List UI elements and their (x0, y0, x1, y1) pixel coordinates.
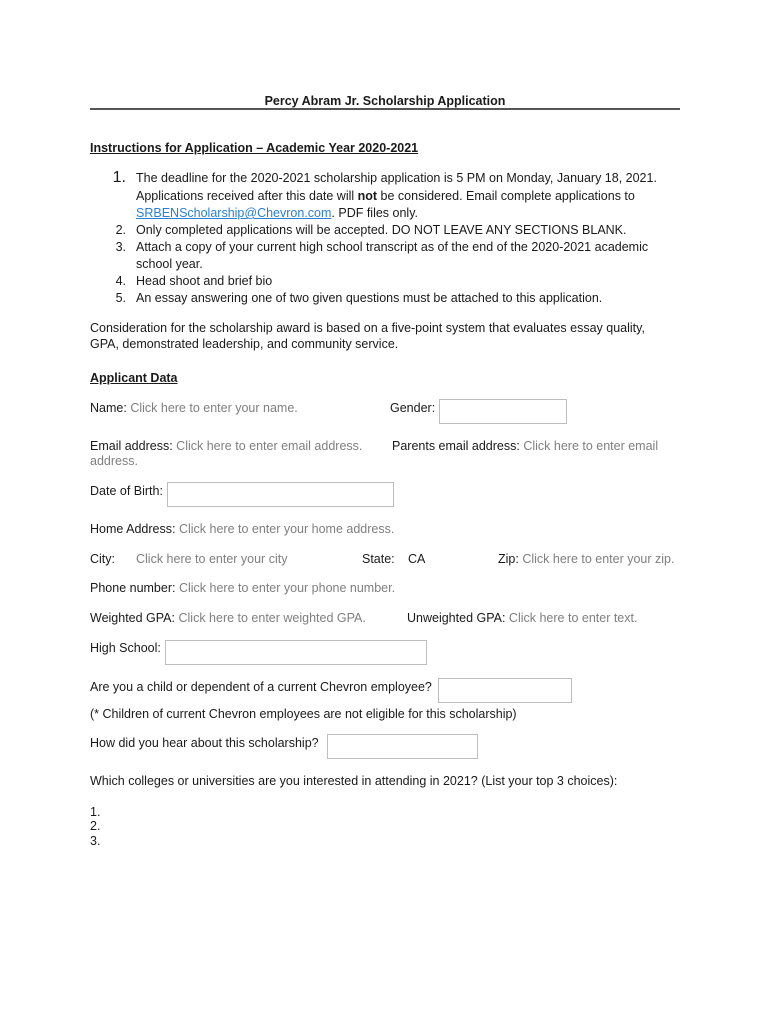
list-number: 1. (112, 169, 126, 186)
instruction-1-text-b: be considered. Email complete applications to (377, 189, 635, 203)
scholarship-email-link[interactable]: SRBENScholarship@Chevron.com (136, 206, 332, 220)
college-choice-3[interactable]: 3. (90, 834, 101, 848)
chevron-question: Are you a child or dependent of a current Chevron employee? (90, 680, 432, 694)
list-number: 5. (115, 291, 126, 305)
name-row (90, 401, 298, 415)
chevron-note: (* Children of current Chevron employees are not eligible for this scholarship) (90, 707, 517, 721)
zip-label: Zip: (498, 552, 519, 566)
city-input[interactable]: Click here to enter your city (136, 552, 288, 566)
chevron-answer-input[interactable] (438, 678, 572, 703)
email-input[interactable]: Click here to enter email address. (176, 439, 363, 453)
instruction-3-line1: Attach a copy of your current high school transcript as of the end of the 2020-2021 academic (136, 240, 649, 254)
instruction-1-line2 (136, 189, 635, 203)
unweighted-gpa-label: Unweighted GPA: (407, 611, 506, 625)
page-title: Percy Abram Jr. Scholarship Application (264, 94, 506, 108)
home-address-input[interactable]: Click here to enter your home address. (178, 522, 395, 536)
parents-email-input-cont[interactable]: address. (90, 454, 138, 468)
hear-question: How did you hear about this scholarship? (90, 736, 319, 750)
instruction-5: An essay answering one of two given questions must be attached to this application. (136, 291, 603, 305)
name-input[interactable]: Click here to enter your name. (130, 401, 298, 415)
college-choice-2[interactable]: 2. (90, 819, 101, 833)
instruction-1-emphasis: not (357, 189, 378, 203)
instruction-1-line1: The deadline for the 2020-2021 scholarship application is 5 PM on Monday, January 18, 2021. (136, 171, 657, 185)
home-address-label: Home Address: (90, 522, 176, 536)
parents-email-input[interactable]: Click here to enter email (523, 439, 659, 453)
college-choice-1[interactable]: 1. (90, 805, 101, 819)
phone-row (90, 581, 395, 595)
unweighted-gpa-row (407, 611, 637, 625)
consideration-line1: Consideration for the scholarship award is based on a five-point system that evaluates essay quality, (90, 321, 645, 335)
email-row (90, 439, 362, 453)
instruction-2: Only completed applications will be accepted. DO NOT LEAVE ANY SECTIONS BLANK. (136, 223, 627, 237)
list-number: 3. (115, 240, 126, 254)
name-label: Name: (90, 401, 127, 415)
gender-label: Gender: (390, 401, 436, 415)
state-label: State: (362, 552, 395, 566)
high-school-label: High School: (90, 641, 161, 655)
applicant-data-heading: Applicant Data (90, 371, 178, 385)
city-label: City: (90, 552, 115, 566)
colleges-question: Which colleges or universities are you interested in attending in 2021? (List your top 3 choices): (90, 774, 618, 788)
parents-email-label: Parents email address: (392, 439, 520, 453)
dob-label: Date of Birth: (90, 484, 163, 498)
phone-input[interactable]: Click here to enter your phone number. (178, 581, 396, 595)
unweighted-gpa-input[interactable]: Click here to enter text. (508, 611, 638, 625)
dob-input[interactable] (167, 482, 394, 507)
instruction-1-line3 (136, 206, 418, 220)
weighted-gpa-label: Weighted GPA: (90, 611, 175, 625)
gender-input[interactable] (439, 399, 567, 424)
instruction-3-line2: school year. (136, 257, 203, 271)
home-address-row (90, 522, 394, 536)
zip-row (498, 552, 674, 566)
email-label: Email address: (90, 439, 173, 453)
list-number: 2. (115, 223, 126, 237)
hear-answer-input[interactable] (327, 734, 478, 759)
weighted-gpa-row (90, 611, 366, 625)
instruction-4: Head shoot and brief bio (136, 274, 273, 288)
instruction-1-tail: . PDF files only. (331, 206, 419, 220)
weighted-gpa-input[interactable]: Click here to enter weighted GPA. (178, 611, 366, 625)
phone-label: Phone number: (90, 581, 176, 595)
high-school-input[interactable] (165, 640, 427, 665)
instruction-1-text-a: Applications received after this date will (136, 189, 358, 203)
title-divider (90, 108, 680, 110)
consideration-line2: GPA, demonstrated leadership, and community service. (90, 337, 399, 351)
instructions-heading: Instructions for Application – Academic Year 2020-2021 (90, 141, 419, 155)
parents-email-row (392, 439, 658, 453)
list-number: 4. (115, 274, 126, 288)
zip-input[interactable]: Click here to enter your zip. (522, 552, 675, 566)
state-select[interactable]: CA (408, 552, 426, 566)
